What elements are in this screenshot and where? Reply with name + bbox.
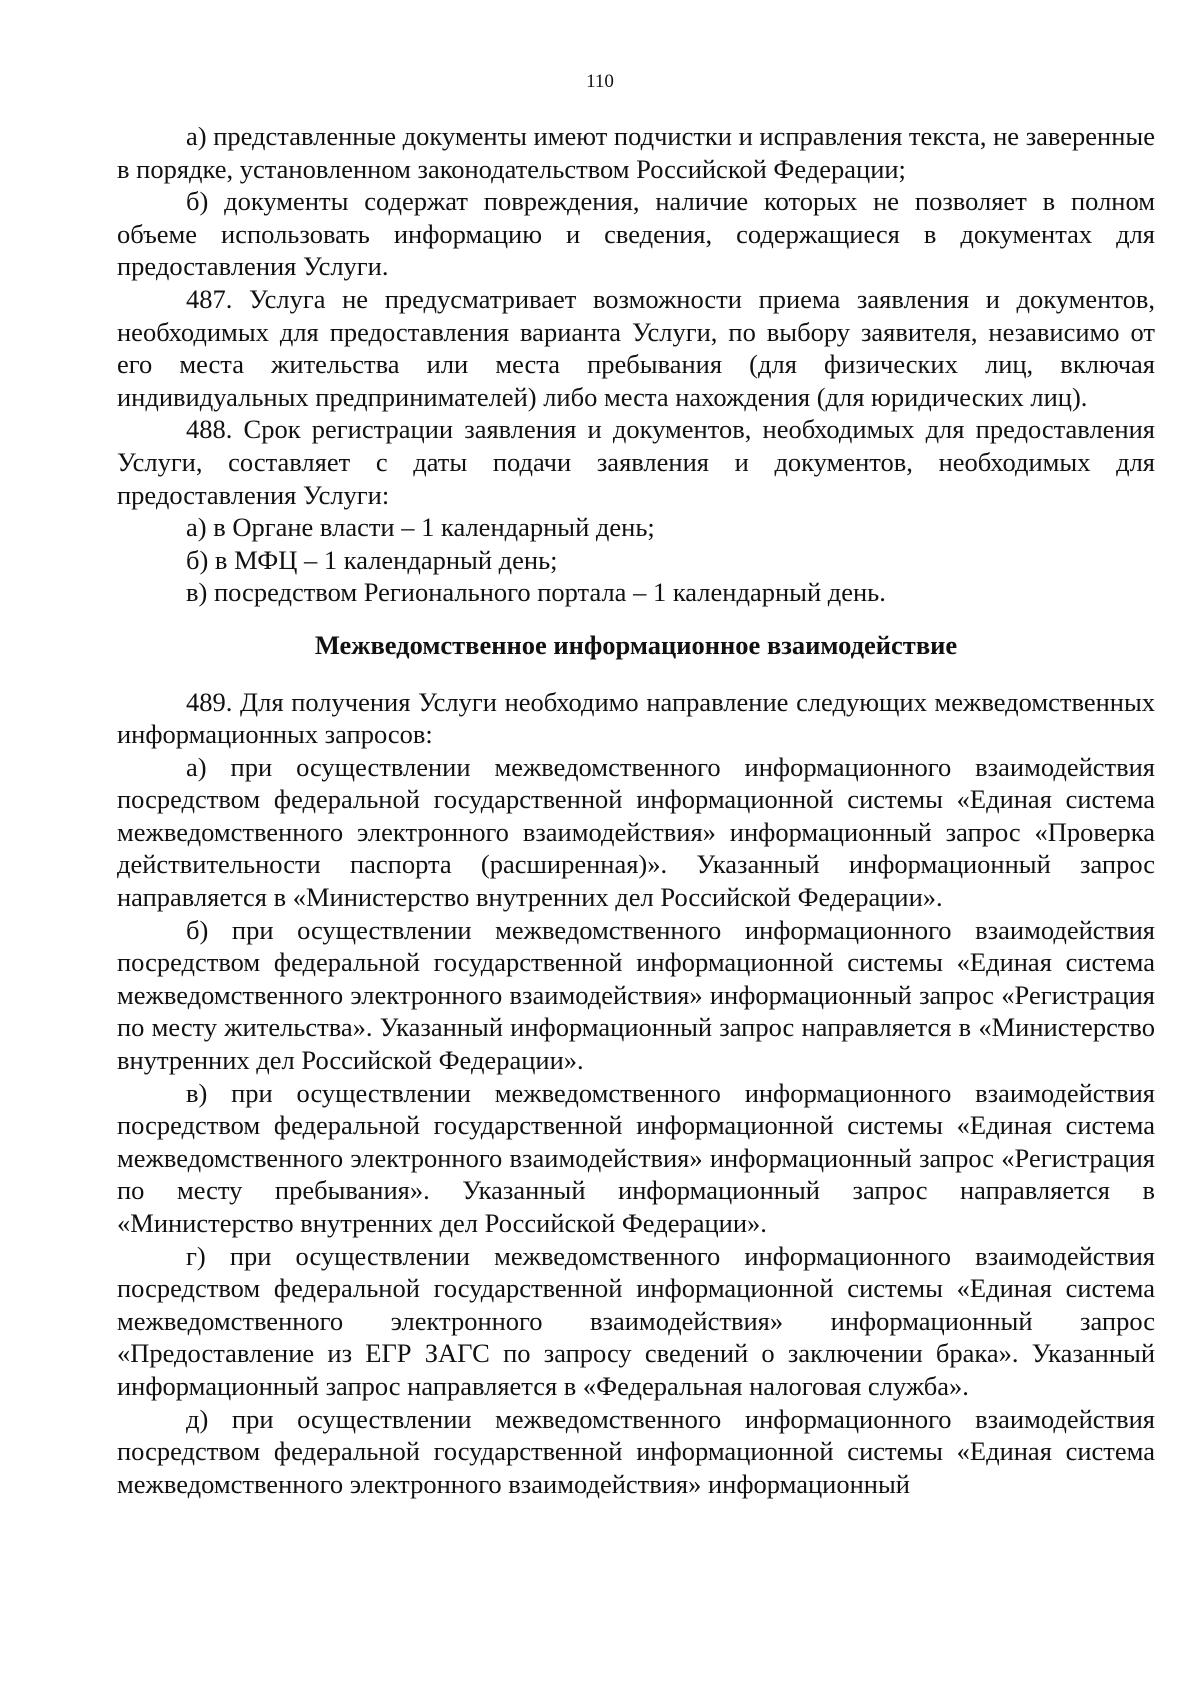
paragraph-488-item-b: б) в МФЦ – 1 календарный день; xyxy=(186,544,558,575)
document-body xyxy=(117,120,1155,1500)
paragraph-487: 487. Услуга не предусматривает возможности приема заявления и документов, необходимых для предоставления варианта Услуги, по выбору заявителя, независимо от его места жительства или места пребывания (для физических лиц, включая индивидуальных предпринимателей) либо места нахождения (для юридических лиц). xyxy=(117,283,1155,412)
paragraph-488-item-a: а) в Органе власти – 1 календарный день; xyxy=(186,512,655,543)
paragraph-488-item-v: в) посредством Регионального портала – 1 календарный день. xyxy=(186,577,886,608)
paragraph-489-item-d: д) при осуществлении межведомственного информационного взаимодействия посредством федеральной государственной информационной системы «Единая система межведомственного электронного взаимодействия» информационный xyxy=(117,1403,1155,1499)
paragraph-item-a-cleanups: а) представленные документы имеют подчистки и исправления текста, не заверенные в порядке, установленном законодательством Российской Федерации; xyxy=(117,121,1155,184)
paragraph-488: 488. Срок регистрации заявления и документов, необходимых для предоставления Услуги, составляет с даты подачи заявления и документов, необходимых для предоставления Услуги: xyxy=(117,414,1155,510)
paragraph-489-item-a: а) при осуществлении межведомственного информационного взаимодействия посредством федеральной государственной информационной системы «Единая система межведомственного электронного взаимодействия» информационный запрос «Проверка действительности паспорта (расширенная)». Указанный информационный запрос направляется в «Министерство внутренних дел Российской Федерации». xyxy=(117,751,1155,913)
section-heading: Межведомственное информационное взаимодействие xyxy=(314,629,958,660)
paragraph-item-b-damage: б) документы содержат повреждения, наличие которых не позволяет в полном объеме использовать информацию и сведения, содержащиеся в документах для предоставления Услуги. xyxy=(117,186,1155,282)
page-number: 110 xyxy=(586,71,614,92)
paragraph-489: 489. Для получения Услуги необходимо направление следующих межведомственных информационных запросов: xyxy=(117,686,1155,750)
paragraph-489-item-b: б) при осуществлении межведомственного информационного взаимодействия посредством федеральной государственной информационной системы «Единая система межведомственного электронного взаимодействия» информационный запрос «Регистрация по месту жительства». Указанный информационный запрос направляется в «Министерство внутренних дел Российской Федерации». xyxy=(117,914,1155,1076)
paragraph-489-item-v: в) при осуществлении межведомственного информационного взаимодействия посредством федеральной государственной информационной системы «Единая система межведомственного электронного взаимодействия» информационный запрос «Регистрация по месту пребывания». Указанный информационный запрос направляется в «Министерство внутренних дел Российской Федерации». xyxy=(117,1077,1155,1238)
paragraph-489-item-g: г) при осуществлении межведомственного информационного взаимодействия посредством федеральной государственной информационной системы «Единая система межведомственного электронного взаимодействия» информационный запрос «Предоставление из ЕГР ЗАГС по запросу сведений о заключении брака». Указанный информационный запрос направляется в «Федеральная налоговая служба». xyxy=(117,1240,1155,1401)
